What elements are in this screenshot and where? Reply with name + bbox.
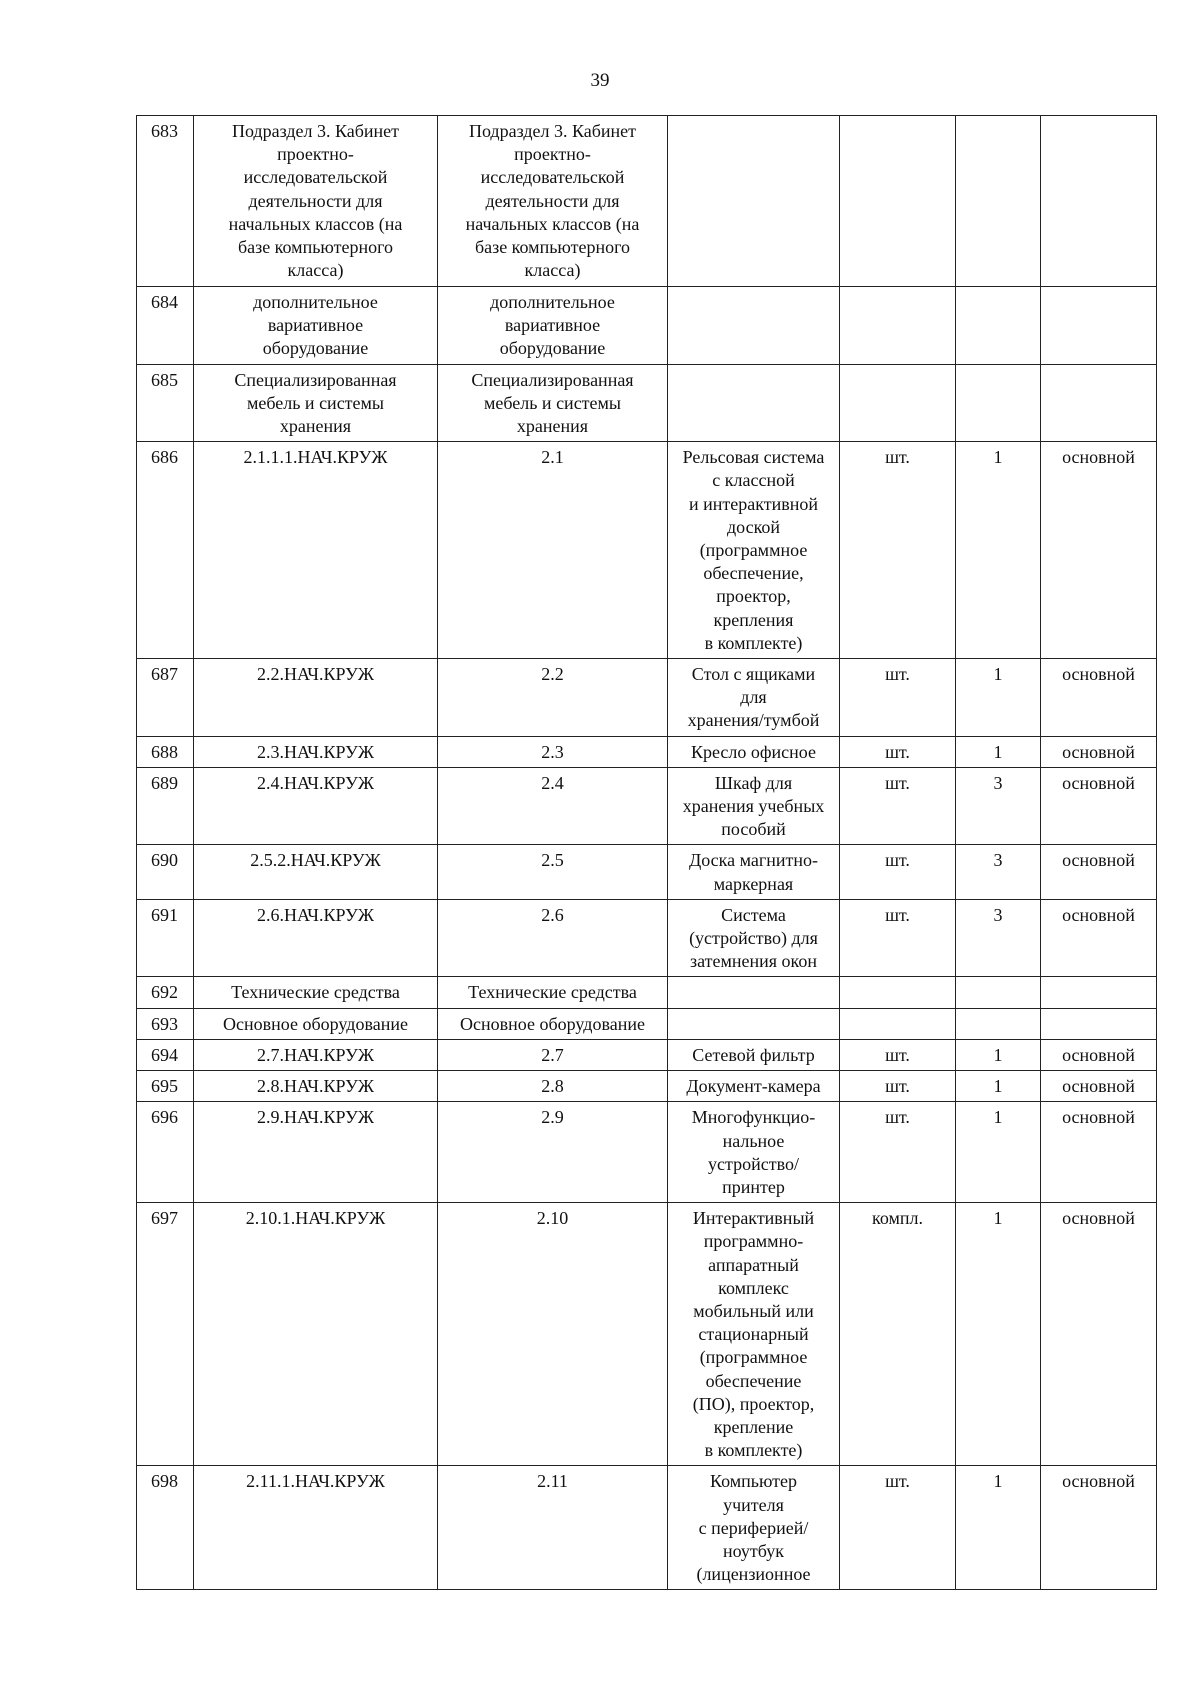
table-row xyxy=(137,1102,1157,1203)
item-type xyxy=(1041,1008,1157,1039)
item-unit: шт. xyxy=(840,1071,956,1102)
item-code: 2.6.НАЧ.КРУЖ xyxy=(194,899,438,977)
item-quantity: 1 xyxy=(956,1203,1041,1466)
table-row xyxy=(137,1466,1157,1590)
table-row xyxy=(137,899,1157,977)
item-type: основной xyxy=(1041,1102,1157,1203)
item-name xyxy=(668,364,840,442)
item-name: Многофункцио- нальное устройство/ принтер xyxy=(668,1102,840,1203)
item-ref: Технические средства xyxy=(438,977,668,1008)
item-ref: 2.6 xyxy=(438,899,668,977)
table-row xyxy=(137,977,1157,1008)
item-unit xyxy=(840,364,956,442)
row-number: 693 xyxy=(137,1008,194,1039)
item-name xyxy=(668,1008,840,1039)
item-ref: 2.9 xyxy=(438,1102,668,1203)
row-number: 689 xyxy=(137,767,194,845)
item-ref: 2.10 xyxy=(438,1203,668,1466)
item-ref: Специализированная мебель и системы хранения xyxy=(438,364,668,442)
item-quantity xyxy=(956,977,1041,1008)
item-unit: шт. xyxy=(840,1102,956,1203)
item-name: Интерактивный программно- аппаратный комплекс мобильный или стационарный (программное обеспечение (ПО), проектор, крепление в комплекте) xyxy=(668,1203,840,1466)
item-name: Стол с ящиками для хранения/тумбой xyxy=(668,659,840,737)
page-number: 39 xyxy=(590,70,610,91)
item-quantity: 1 xyxy=(956,736,1041,767)
table-row xyxy=(137,1008,1157,1039)
item-name xyxy=(668,116,840,287)
item-unit xyxy=(840,1008,956,1039)
item-code: дополнительное вариативное оборудование xyxy=(194,287,438,365)
item-ref: Подраздел 3. Кабинет проектно- исследовательской деятельности для начальных классов (на базе компьютерного класса) xyxy=(438,116,668,287)
table-row xyxy=(137,845,1157,899)
row-number: 687 xyxy=(137,659,194,737)
item-unit: шт. xyxy=(840,1039,956,1070)
item-quantity: 1 xyxy=(956,1039,1041,1070)
item-type: основной xyxy=(1041,1203,1157,1466)
item-quantity: 1 xyxy=(956,1102,1041,1203)
row-number: 685 xyxy=(137,364,194,442)
item-unit: шт. xyxy=(840,736,956,767)
table-row xyxy=(137,442,1157,659)
table-row xyxy=(137,736,1157,767)
item-code: Подраздел 3. Кабинет проектно- исследовательской деятельности для начальных классов (на базе компьютерного класса) xyxy=(194,116,438,287)
row-number: 692 xyxy=(137,977,194,1008)
row-number: 688 xyxy=(137,736,194,767)
item-quantity xyxy=(956,1008,1041,1039)
row-number: 691 xyxy=(137,899,194,977)
item-unit xyxy=(840,116,956,287)
item-unit: шт. xyxy=(840,899,956,977)
table-row xyxy=(137,1071,1157,1102)
row-number: 698 xyxy=(137,1466,194,1590)
item-ref: дополнительное вариативное оборудование xyxy=(438,287,668,365)
item-ref: Основное оборудование xyxy=(438,1008,668,1039)
item-type xyxy=(1041,364,1157,442)
table-row xyxy=(137,659,1157,737)
item-name: Шкаф для хранения учебных пособий xyxy=(668,767,840,845)
item-type xyxy=(1041,287,1157,365)
item-name: Компьютер учителя с периферией/ ноутбук (лицензионное xyxy=(668,1466,840,1590)
row-number: 696 xyxy=(137,1102,194,1203)
item-type xyxy=(1041,977,1157,1008)
item-code: Основное оборудование xyxy=(194,1008,438,1039)
item-type: основной xyxy=(1041,899,1157,977)
item-unit: шт. xyxy=(840,442,956,659)
equipment-table-body xyxy=(137,116,1157,1590)
item-unit xyxy=(840,287,956,365)
item-quantity: 3 xyxy=(956,767,1041,845)
item-ref: 2.1 xyxy=(438,442,668,659)
item-ref: 2.11 xyxy=(438,1466,668,1590)
item-code: 2.9.НАЧ.КРУЖ xyxy=(194,1102,438,1203)
item-type: основной xyxy=(1041,1466,1157,1590)
item-code: 2.2.НАЧ.КРУЖ xyxy=(194,659,438,737)
item-type: основной xyxy=(1041,767,1157,845)
item-quantity xyxy=(956,364,1041,442)
item-quantity: 3 xyxy=(956,899,1041,977)
item-quantity: 1 xyxy=(956,1071,1041,1102)
item-quantity: 1 xyxy=(956,659,1041,737)
item-code: 2.4.НАЧ.КРУЖ xyxy=(194,767,438,845)
table-row xyxy=(137,767,1157,845)
item-code: 2.3.НАЧ.КРУЖ xyxy=(194,736,438,767)
item-type: основной xyxy=(1041,659,1157,737)
item-quantity xyxy=(956,287,1041,365)
item-code: 2.5.2.НАЧ.КРУЖ xyxy=(194,845,438,899)
table-row xyxy=(137,364,1157,442)
row-number: 694 xyxy=(137,1039,194,1070)
item-code: 2.1.1.1.НАЧ.КРУЖ xyxy=(194,442,438,659)
item-quantity: 1 xyxy=(956,1466,1041,1590)
item-name: Рельсовая система с классной и интерактивной доской (программное обеспечение, проектор, крепления в комплекте) xyxy=(668,442,840,659)
row-number: 695 xyxy=(137,1071,194,1102)
item-unit xyxy=(840,977,956,1008)
item-name xyxy=(668,977,840,1008)
item-type: основной xyxy=(1041,1039,1157,1070)
item-code: 2.8.НАЧ.КРУЖ xyxy=(194,1071,438,1102)
item-code: Специализированная мебель и системы хранения xyxy=(194,364,438,442)
row-number: 697 xyxy=(137,1203,194,1466)
row-number: 690 xyxy=(137,845,194,899)
item-code: Технические средства xyxy=(194,977,438,1008)
item-name: Сетевой фильтр xyxy=(668,1039,840,1070)
row-number: 686 xyxy=(137,442,194,659)
item-type: основной xyxy=(1041,845,1157,899)
item-unit: шт. xyxy=(840,659,956,737)
row-number: 683 xyxy=(137,116,194,287)
item-name: Документ-камера xyxy=(668,1071,840,1102)
equipment-table xyxy=(136,115,1157,1590)
item-unit: шт. xyxy=(840,1466,956,1590)
row-number: 684 xyxy=(137,287,194,365)
item-ref: 2.8 xyxy=(438,1071,668,1102)
item-ref: 2.4 xyxy=(438,767,668,845)
item-name: Доска магнитно- маркерная xyxy=(668,845,840,899)
item-code: 2.7.НАЧ.КРУЖ xyxy=(194,1039,438,1070)
item-ref: 2.7 xyxy=(438,1039,668,1070)
item-quantity xyxy=(956,116,1041,287)
item-quantity: 3 xyxy=(956,845,1041,899)
item-ref: 2.3 xyxy=(438,736,668,767)
item-type xyxy=(1041,116,1157,287)
item-unit: шт. xyxy=(840,845,956,899)
table-row xyxy=(137,287,1157,365)
item-name: Кресло офисное xyxy=(668,736,840,767)
item-name: Система (устройство) для затемнения окон xyxy=(668,899,840,977)
table-row xyxy=(137,116,1157,287)
item-type: основной xyxy=(1041,736,1157,767)
item-unit: шт. xyxy=(840,767,956,845)
item-code: 2.11.1.НАЧ.КРУЖ xyxy=(194,1466,438,1590)
item-code: 2.10.1.НАЧ.КРУЖ xyxy=(194,1203,438,1466)
item-type: основной xyxy=(1041,1071,1157,1102)
item-type: основной xyxy=(1041,442,1157,659)
table-row xyxy=(137,1039,1157,1070)
item-quantity: 1 xyxy=(956,442,1041,659)
table-row xyxy=(137,1203,1157,1466)
item-name xyxy=(668,287,840,365)
item-ref: 2.2 xyxy=(438,659,668,737)
item-unit: компл. xyxy=(840,1203,956,1466)
item-ref: 2.5 xyxy=(438,845,668,899)
